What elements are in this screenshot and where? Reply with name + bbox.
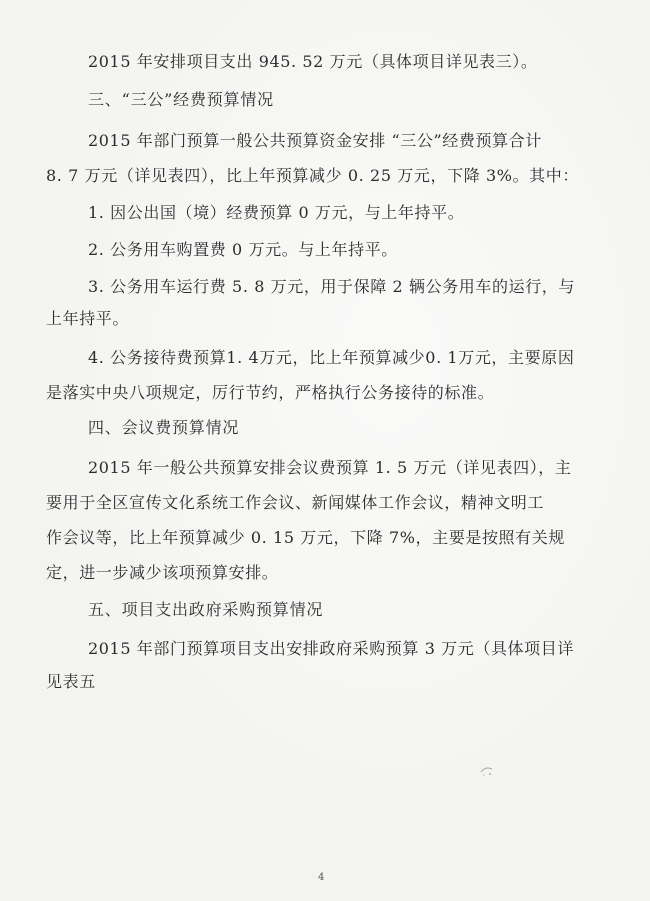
paragraph-line: 是落实中央八项规定，厉行节约，严格执行公务接待的标准。 — [46, 383, 495, 402]
list-item-line: 2. 公务用车购置费 0 万元。与上年持平。 — [88, 240, 398, 259]
paragraph-line: 8. 7 万元（详见表四），比上年预算减少 0. 25 万元，下降 3%。其中： — [46, 166, 579, 185]
paragraph-line: 2015 年一般公共预算安排会议费预算 1. 5 万元（详见表四），主 — [88, 458, 572, 477]
section-heading-sangong: 三、“三公”经费预算情况 — [88, 90, 274, 109]
page-number: 4 — [318, 872, 325, 883]
list-item-line: 4. 公务接待费预算1. 4万元，比上年预算减少0. 1万元，主要原因 — [88, 348, 575, 367]
paragraph-line: 2015 年安排项目支出 945. 52 万元（具体项目详见表三）。 — [88, 52, 538, 71]
paragraph-line: 2015 年部门预算项目支出安排政府采购预算 3 万元（具体项目详 — [88, 639, 574, 658]
paragraph-line: 上年持平。 — [46, 309, 130, 328]
paragraph-line: 要用于全区宣传文化系统工作会议、新闻媒体工作会议，精神文明工 — [46, 493, 545, 512]
section-heading-procurement: 五、项目支出政府采购预算情况 — [88, 600, 324, 619]
paragraph-line: 2015 年部门预算一般公共预算资金安排 “三公”经费预算合计 — [88, 131, 542, 150]
list-item-line: 1. 因公出国（境）经费预算 0 万元，与上年持平。 — [88, 203, 465, 222]
paragraph-line: 作会议等，比上年预算减少 0. 15 万元，下降 7%，主要是按照有关规 — [46, 528, 565, 547]
list-item-line: 3. 公务用车运行费 5. 8 万元，用于保障 2 辆公务用车的运行，与 — [88, 277, 576, 296]
scan-mark-icon — [478, 762, 496, 778]
section-heading-meeting: 四、会议费预算情况 — [88, 418, 240, 437]
paragraph-line: 定，进一步减少该项预算安排。 — [46, 563, 279, 582]
paragraph-line: 见表五 — [46, 672, 96, 691]
